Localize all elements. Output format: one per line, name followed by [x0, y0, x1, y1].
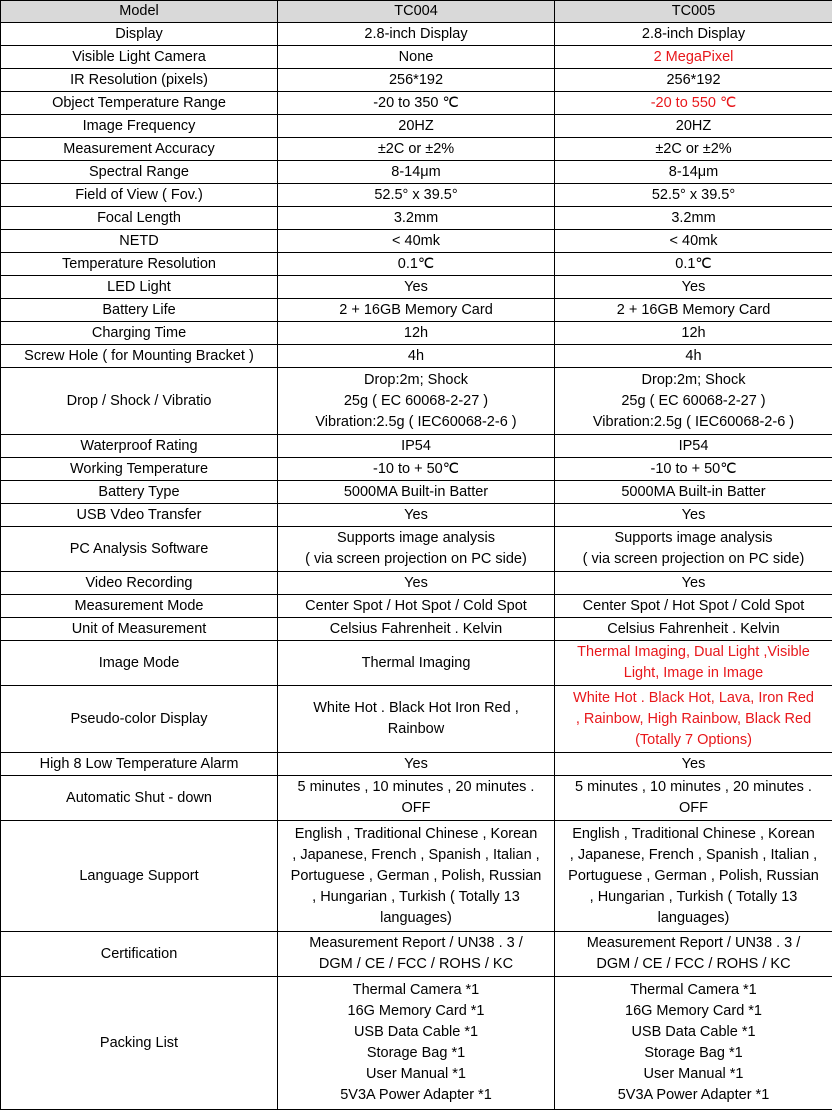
tc004-value — [278, 776, 555, 821]
value-line: None — [280, 47, 552, 68]
tc005-value — [555, 686, 832, 753]
table-row — [1, 458, 832, 481]
table-row — [1, 595, 832, 618]
tc005-value — [555, 253, 832, 276]
tc005-value — [555, 821, 832, 932]
row-label: Spectral Range — [1, 161, 278, 184]
row-label: Measurement Accuracy — [1, 138, 278, 161]
value-line: Portuguese , German , Polish, Russian — [557, 866, 830, 887]
tc005-value — [555, 207, 832, 230]
tc004-value — [278, 23, 555, 46]
tc005-value — [555, 92, 832, 115]
value-line: Measurement Report / UN38 . 3 / — [280, 933, 552, 954]
table-row — [1, 161, 832, 184]
tc004-value — [278, 345, 555, 368]
tc004-value — [278, 504, 555, 527]
value-line: 25g ( EC 60068-2-27 ) — [557, 391, 830, 412]
row-label: Pseudo-color Display — [1, 686, 278, 753]
table-row — [1, 572, 832, 595]
value-line: English , Traditional Chinese , Korean — [280, 824, 552, 845]
value-line: OFF — [557, 798, 830, 819]
table-row — [1, 481, 832, 504]
row-label: Field of View ( Fov.) — [1, 184, 278, 207]
tc005-value — [555, 527, 832, 572]
value-line: Storage Bag *1 — [557, 1043, 830, 1064]
value-line: USB Data Cable *1 — [280, 1022, 552, 1043]
value-line: Light, Image in Image — [557, 663, 830, 684]
row-label: IR Resolution (pixels) — [1, 69, 278, 92]
table-row — [1, 345, 832, 368]
value-line: ( via screen projection on PC side) — [280, 549, 552, 570]
tc004-value — [278, 207, 555, 230]
value-line: 52.5° x 39.5° — [280, 185, 552, 206]
value-line: USB Data Cable *1 — [557, 1022, 830, 1043]
table-row — [1, 184, 832, 207]
value-line: , Japanese, French , Spanish , Italian , — [280, 845, 552, 866]
tc004-value — [278, 69, 555, 92]
tc004-value — [278, 368, 555, 435]
tc005-value — [555, 115, 832, 138]
tc005-value — [555, 345, 832, 368]
table-row — [1, 69, 832, 92]
tc004-value — [278, 299, 555, 322]
row-label: Battery Life — [1, 299, 278, 322]
table-row — [1, 977, 832, 1110]
row-label: Battery Type — [1, 481, 278, 504]
tc004-value — [278, 686, 555, 753]
tc005-value — [555, 641, 832, 686]
table-row — [1, 299, 832, 322]
value-line: 5V3A Power Adapter *1 — [557, 1085, 830, 1106]
value-line: (Totally 7 Options) — [557, 730, 830, 751]
tc004-value — [278, 572, 555, 595]
table-row — [1, 618, 832, 641]
tc004-value — [278, 753, 555, 776]
value-line: DGM / CE / FCC / ROHS / KC — [557, 954, 830, 975]
table-row — [1, 821, 832, 932]
value-line: Yes — [557, 573, 830, 594]
row-label: High 8 Low Temperature Alarm — [1, 753, 278, 776]
row-label: Video Recording — [1, 572, 278, 595]
value-line: Yes — [557, 754, 830, 775]
row-label: LED Light — [1, 276, 278, 299]
row-label: Unit of Measurement — [1, 618, 278, 641]
value-line: 2 + 16GB Memory Card — [280, 300, 552, 321]
value-line: Celsius Fahrenheit . Kelvin — [557, 619, 830, 640]
tc005-value — [555, 368, 832, 435]
table-row — [1, 276, 832, 299]
row-label: Waterproof Rating — [1, 435, 278, 458]
value-line: Yes — [557, 277, 830, 298]
value-line: < 40mk — [280, 231, 552, 252]
row-label: Drop / Shock / Vibratio — [1, 368, 278, 435]
value-line: 3.2mm — [557, 208, 830, 229]
value-line: < 40mk — [557, 231, 830, 252]
row-label: Certification — [1, 932, 278, 977]
value-line: 16G Memory Card *1 — [280, 1001, 552, 1022]
tc005-value — [555, 595, 832, 618]
tc005-value — [555, 776, 832, 821]
table-row — [1, 776, 832, 821]
header-tc004: TC004 — [278, 1, 555, 23]
value-line: 5000MA Built-in Batter — [280, 482, 552, 503]
value-line: 0.1℃ — [557, 254, 830, 275]
tc004-value — [278, 821, 555, 932]
value-line: 8-14μm — [557, 162, 830, 183]
value-line: 5 minutes , 10 minutes , 20 minutes . — [557, 777, 830, 798]
value-line: User Manual *1 — [280, 1064, 552, 1085]
table-row — [1, 207, 832, 230]
value-line: ±2C or ±2% — [280, 139, 552, 160]
value-line: 2 + 16GB Memory Card — [557, 300, 830, 321]
value-line: Thermal Camera *1 — [557, 980, 830, 1001]
tc005-value — [555, 322, 832, 345]
tc004-value — [278, 322, 555, 345]
tc004-value — [278, 595, 555, 618]
tc005-value — [555, 276, 832, 299]
table-row — [1, 138, 832, 161]
value-line: Rainbow — [280, 719, 552, 740]
tc005-value — [555, 69, 832, 92]
value-line: DGM / CE / FCC / ROHS / KC — [280, 954, 552, 975]
value-line: Yes — [280, 277, 552, 298]
tc005-value — [555, 435, 832, 458]
value-line: 20HZ — [280, 116, 552, 137]
header-tc005: TC005 — [555, 1, 832, 23]
value-line: 2.8-inch Display — [280, 24, 552, 45]
tc004-value — [278, 138, 555, 161]
value-line: Thermal Camera *1 — [280, 980, 552, 1001]
table-row — [1, 92, 832, 115]
value-line: OFF — [280, 798, 552, 819]
value-line: -10 to + 50℃ — [557, 459, 830, 480]
value-line: languages) — [557, 908, 830, 929]
value-line: 4h — [557, 346, 830, 367]
row-label: Working Temperature — [1, 458, 278, 481]
row-label: Charging Time — [1, 322, 278, 345]
row-label: Image Mode — [1, 641, 278, 686]
tc004-value — [278, 458, 555, 481]
value-line: 4h — [280, 346, 552, 367]
value-line: Celsius Fahrenheit . Kelvin — [280, 619, 552, 640]
tc004-value — [278, 253, 555, 276]
tc004-value — [278, 276, 555, 299]
table-row — [1, 932, 832, 977]
table-row — [1, 527, 832, 572]
tc005-value — [555, 572, 832, 595]
table-row — [1, 46, 832, 69]
header-row — [1, 1, 832, 23]
value-line: ( via screen projection on PC side) — [557, 549, 830, 570]
value-line: Drop:2m; Shock — [280, 370, 552, 391]
value-line: Center Spot / Hot Spot / Cold Spot — [557, 596, 830, 617]
value-line: 12h — [557, 323, 830, 344]
value-line: Thermal Imaging, Dual Light ,Visible — [557, 642, 830, 663]
value-line: 2.8-inch Display — [557, 24, 830, 45]
row-label: Language Support — [1, 821, 278, 932]
tc004-value — [278, 184, 555, 207]
row-label: Packing List — [1, 977, 278, 1110]
row-label: Object Temperature Range — [1, 92, 278, 115]
tc004-value — [278, 435, 555, 458]
row-label: Visible Light Camera — [1, 46, 278, 69]
tc005-value — [555, 932, 832, 977]
tc004-value — [278, 115, 555, 138]
value-line: 0.1℃ — [280, 254, 552, 275]
value-line: White Hot . Black Hot, Lava, Iron Red — [557, 688, 830, 709]
value-line: 3.2mm — [280, 208, 552, 229]
tc005-value — [555, 504, 832, 527]
tc005-value — [555, 753, 832, 776]
value-line: , Hungarian , Turkish ( Totally 13 — [557, 887, 830, 908]
table-row — [1, 641, 832, 686]
value-line: languages) — [280, 908, 552, 929]
value-line: Yes — [280, 573, 552, 594]
table-row — [1, 435, 832, 458]
table-row — [1, 230, 832, 253]
row-label: Temperature Resolution — [1, 253, 278, 276]
value-line: Thermal Imaging — [280, 653, 552, 674]
value-line: -20 to 550 ℃ — [557, 93, 830, 114]
value-line: User Manual *1 — [557, 1064, 830, 1085]
value-line: Storage Bag *1 — [280, 1043, 552, 1064]
value-line: 256*192 — [280, 70, 552, 91]
row-label: NETD — [1, 230, 278, 253]
table-row — [1, 115, 832, 138]
tc005-value — [555, 458, 832, 481]
value-line: Yes — [280, 754, 552, 775]
value-line: 2 MegaPixel — [557, 47, 830, 68]
value-line: , Rainbow, High Rainbow, Black Red — [557, 709, 830, 730]
table-row — [1, 753, 832, 776]
row-label: Image Frequency — [1, 115, 278, 138]
tc005-value — [555, 618, 832, 641]
value-line: IP54 — [557, 436, 830, 457]
value-line: -10 to + 50℃ — [280, 459, 552, 480]
row-label: PC Analysis Software — [1, 527, 278, 572]
tc004-value — [278, 46, 555, 69]
tc004-value — [278, 932, 555, 977]
value-line: Supports image analysis — [280, 528, 552, 549]
tc005-value — [555, 481, 832, 504]
table-row — [1, 322, 832, 345]
value-line: English , Traditional Chinese , Korean — [557, 824, 830, 845]
tc004-value — [278, 92, 555, 115]
value-line: Vibration:2.5g ( IEC60068-2-6 ) — [280, 412, 552, 433]
value-line: 25g ( EC 60068-2-27 ) — [280, 391, 552, 412]
tc004-value — [278, 618, 555, 641]
value-line: 5V3A Power Adapter *1 — [280, 1085, 552, 1106]
value-line: 12h — [280, 323, 552, 344]
tc005-value — [555, 23, 832, 46]
row-label: Focal Length — [1, 207, 278, 230]
tc004-value — [278, 977, 555, 1110]
value-line: , Hungarian , Turkish ( Totally 13 — [280, 887, 552, 908]
tc005-value — [555, 184, 832, 207]
tc005-value — [555, 161, 832, 184]
row-label: USB Vdeo Transfer — [1, 504, 278, 527]
value-line: IP54 — [280, 436, 552, 457]
row-label: Screw Hole ( for Mounting Bracket ) — [1, 345, 278, 368]
value-line: Measurement Report / UN38 . 3 / — [557, 933, 830, 954]
value-line: 16G Memory Card *1 — [557, 1001, 830, 1022]
value-line: 256*192 — [557, 70, 830, 91]
row-label: Measurement Mode — [1, 595, 278, 618]
tc005-value — [555, 230, 832, 253]
tc005-value — [555, 299, 832, 322]
value-line: Vibration:2.5g ( IEC60068-2-6 ) — [557, 412, 830, 433]
table-row — [1, 504, 832, 527]
value-line: Supports image analysis — [557, 528, 830, 549]
value-line: 52.5° x 39.5° — [557, 185, 830, 206]
value-line: Center Spot / Hot Spot / Cold Spot — [280, 596, 552, 617]
table-row — [1, 686, 832, 753]
spec-body — [1, 23, 832, 1110]
value-line: -20 to 350 ℃ — [280, 93, 552, 114]
value-line: , Japanese, French , Spanish , Italian , — [557, 845, 830, 866]
value-line: 5000MA Built-in Batter — [557, 482, 830, 503]
row-label: Display — [1, 23, 278, 46]
tc004-value — [278, 230, 555, 253]
tc005-value — [555, 977, 832, 1110]
table-row — [1, 253, 832, 276]
value-line: White Hot . Black Hot Iron Red , — [280, 698, 552, 719]
value-line: ±2C or ±2% — [557, 139, 830, 160]
tc004-value — [278, 527, 555, 572]
value-line: 20HZ — [557, 116, 830, 137]
tc004-value — [278, 161, 555, 184]
tc005-value — [555, 138, 832, 161]
value-line: Yes — [557, 505, 830, 526]
value-line: Drop:2m; Shock — [557, 370, 830, 391]
value-line: Portuguese , German , Polish, Russian — [280, 866, 552, 887]
tc004-value — [278, 481, 555, 504]
value-line: Yes — [280, 505, 552, 526]
table-row — [1, 23, 832, 46]
tc004-value — [278, 641, 555, 686]
header-model: Model — [1, 1, 278, 23]
row-label: Automatic Shut - down — [1, 776, 278, 821]
value-line: 8-14μm — [280, 162, 552, 183]
tc005-value — [555, 46, 832, 69]
value-line: 5 minutes , 10 minutes , 20 minutes . — [280, 777, 552, 798]
table-row — [1, 368, 832, 435]
